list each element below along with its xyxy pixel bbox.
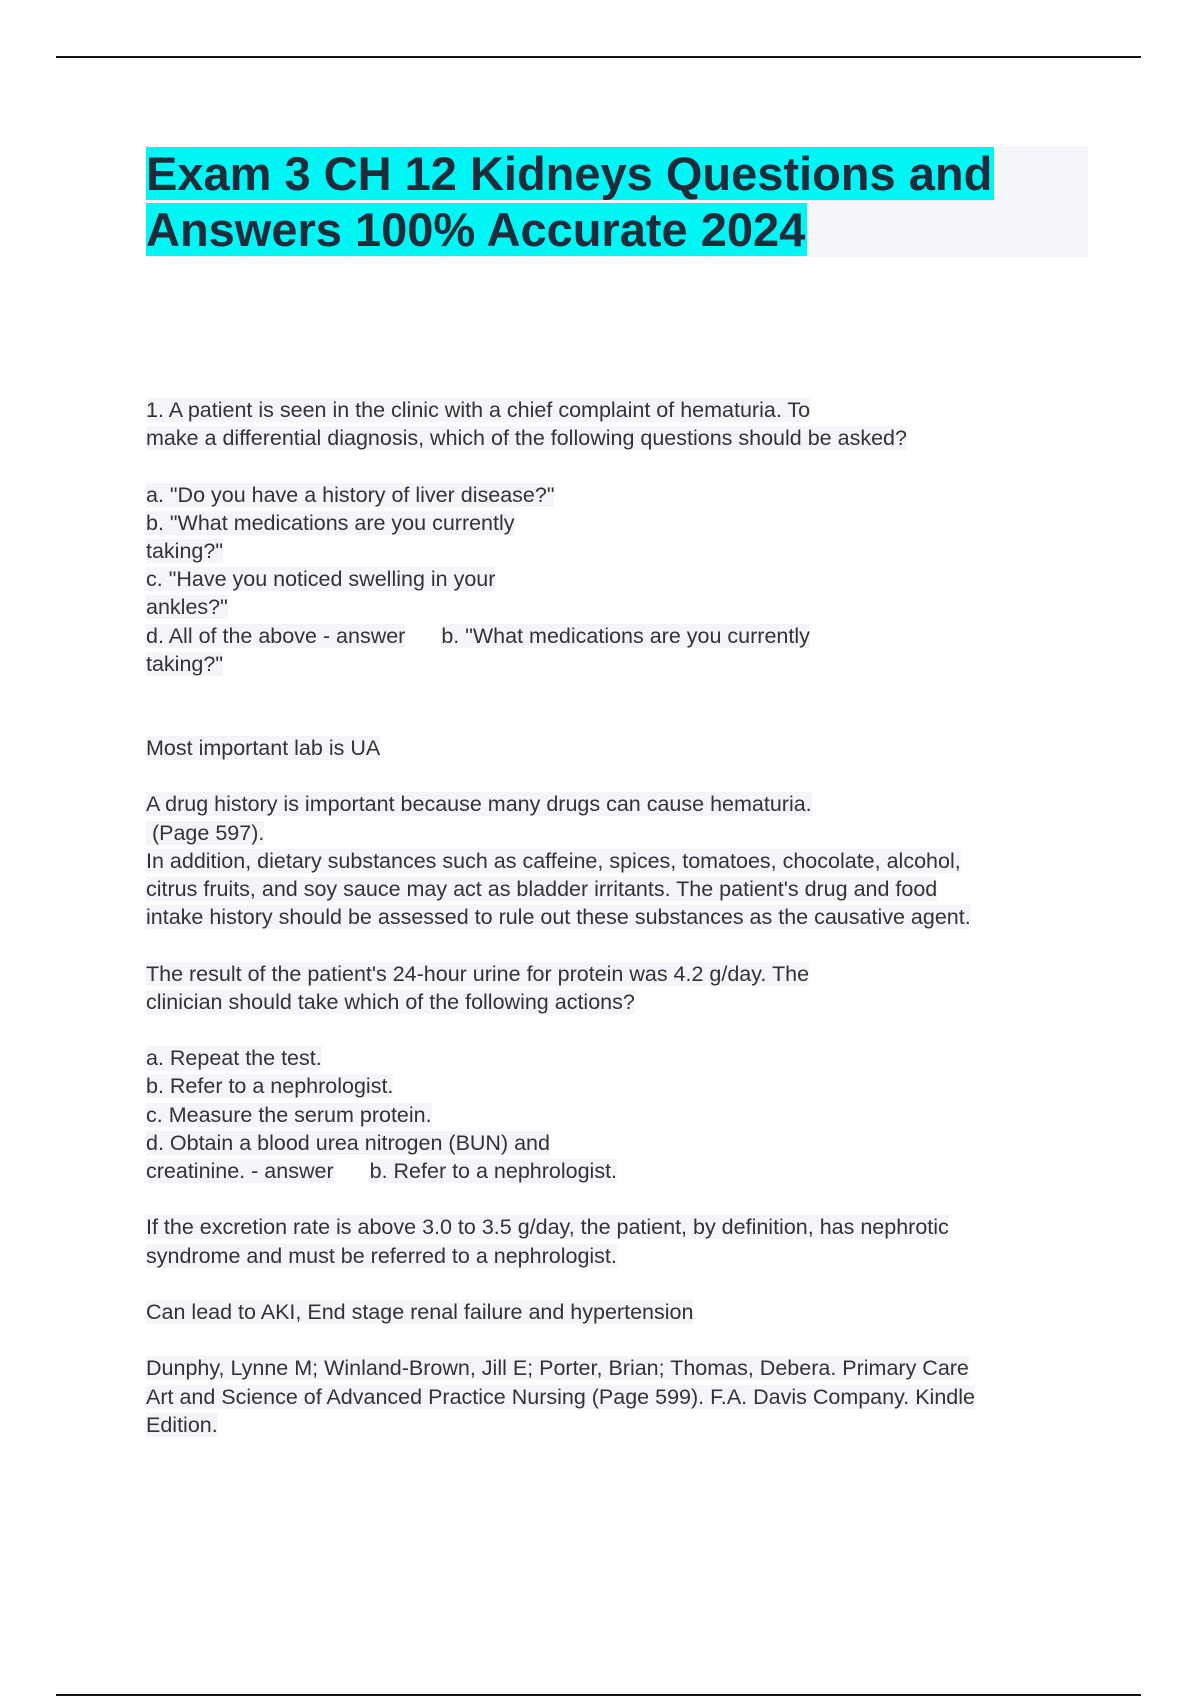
question-stem: make a differential diagnosis, which of the following questions should be asked? (146, 426, 907, 451)
document-title (146, 146, 1088, 257)
citation: Edition. (146, 1412, 218, 1437)
bottom-rule (56, 1694, 1141, 1696)
answer-option: d. Obtain a blood urea nitrogen (BUN) and (146, 1130, 550, 1155)
title-line-1: Exam 3 CH 12 Kidneys Questions and (146, 147, 993, 200)
citation: Art and Science of Advanced Practice Nursing (Page 599). F.A. Davis Company. Kindle (146, 1384, 975, 1409)
question-stem: 1. A patient is seen in the clinic with a chief complaint of hematuria. To (146, 398, 811, 422)
answer-option: b. "What medications are you currently (146, 510, 515, 535)
note-text: Most important lab is UA (146, 736, 381, 761)
notes-1 (146, 734, 1106, 931)
answer-option: b. Refer to a nephrologist. (146, 1074, 394, 1099)
note-text: intake history should be assessed to rule out these substances as the causative agent. (146, 905, 971, 930)
question-stem: The result of the patient's 24-hour urine for protein was 4.2 g/day. The (146, 961, 810, 986)
answer-option: a. Repeat the test. (146, 1046, 322, 1071)
correct-answer: taking?" (146, 651, 223, 676)
title-line-2: Answers 100% Accurate 2024 (146, 203, 806, 256)
answer-option: c. "Have you noticed swelling in your (146, 567, 496, 592)
note-text: Can lead to AKI, End stage renal failure and hypertension (146, 1300, 694, 1324)
answer-option: a. "Do you have a history of liver disease?" (146, 482, 555, 507)
top-rule (56, 56, 1141, 58)
correct-answer: b. "What medications are you currently (441, 623, 810, 648)
document-body (146, 396, 1106, 1439)
note-text: If the excretion rate is above 3.0 to 3.5 g/day, the patient, by definition, has nephrotic (146, 1215, 949, 1240)
answer-option: c. Measure the serum protein. (146, 1102, 432, 1127)
citation: Dunphy, Lynne M; Winland-Brown, Jill E; Porter, Brian; Thomas, Debera. Primary Care (146, 1356, 969, 1381)
question-stem: clinician should take which of the following actions? (146, 989, 635, 1014)
note-text: syndrome and must be referred to a nephrologist. (146, 1243, 617, 1268)
note-text: In addition, dietary substances such as caffeine, spices, tomatoes, chocolate, alcohol, (146, 848, 961, 873)
answer-option: ankles?" (146, 595, 228, 620)
note-text: (Page 597). (146, 820, 265, 845)
question-1 (146, 396, 1106, 678)
note-text: citrus fruits, and soy sauce may act as bladder irritants. The patient's drug and food (146, 877, 938, 902)
correct-answer: b. Refer to a nephrologist. (369, 1159, 618, 1184)
notes-2 (146, 1213, 1106, 1439)
note-text: A drug history is important because many drugs can cause hematuria. (146, 792, 812, 817)
question-2 (146, 960, 1106, 1186)
answer-option: d. All of the above - answer (146, 623, 406, 648)
answer-option: taking?" (146, 539, 223, 563)
answer-option: creatinine. - answer (146, 1159, 334, 1184)
